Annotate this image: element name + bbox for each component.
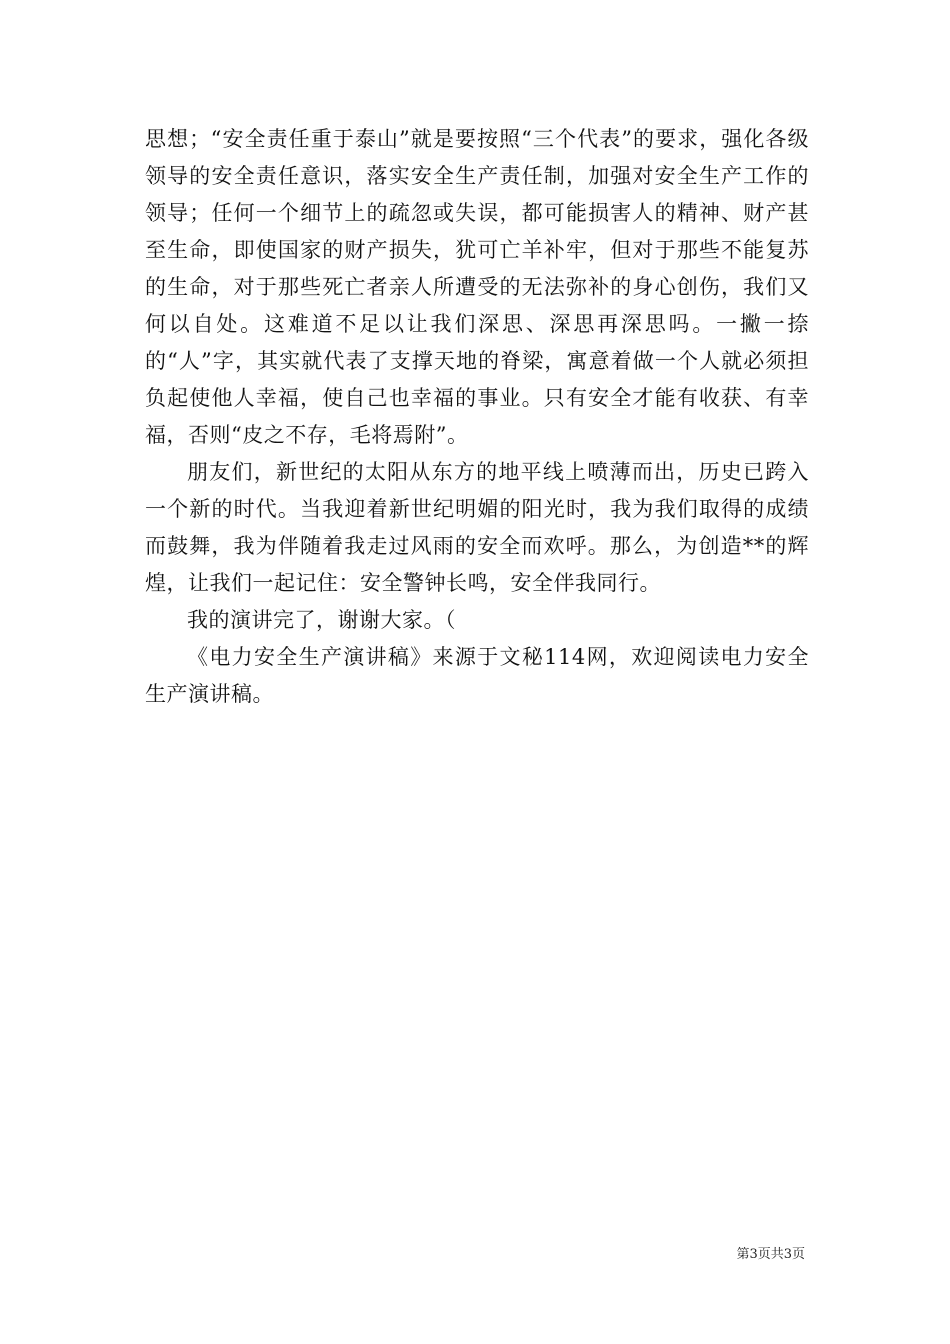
page-number-footer [736,1246,805,1264]
page-number-label: 第3页共3页 [736,1247,805,1262]
paragraph-4: 《电力安全生产演讲稿》来源于文秘114网，欢迎阅读电力安全生产演讲稿。 [145,645,809,706]
paragraph-1: 思想；“安全责任重于泰山”就是要按照“三个代表”的要求，强化各级领导的安全责任意识，落实安全生产责任制，加强对安全生产工作的领导；任何一个细节上的疏忽或失误，都可能损害人的精神、财产甚至生命，即使国家的财产损失，犹可亡羊补牢，但对于那些不能复苏的生命，对于那些死亡者亲人所遭受的无法弥补的身心创伤，我们又何以自处。这难道不足以让我们深思、深思再深思吗。一撇一捺的“人”字，其实就代表了支撑天地的脊梁，寓意着做一个人就必须担负起使他人幸福，使自己也幸福的事业。只有安全才能有收获、有幸福，否则“皮之不存，毛将焉附”。 [145,127,809,447]
paragraph-2: 朋友们，新世纪的太阳从东方的地平线上喷薄而出，历史已跨入一个新的时代。当我迎着新世纪明媚的阳光时，我为我们取得的成绩而鼓舞，我为伴随着我走过风雨的安全而欢呼。那么，为创造**的辉煌，让我们一起记住：安全警钟长鸣，安全伴我同行。 [145,460,809,595]
document-body [145,121,809,713]
paragraph-3: 我的演讲完了，谢谢大家。（ [187,608,456,632]
